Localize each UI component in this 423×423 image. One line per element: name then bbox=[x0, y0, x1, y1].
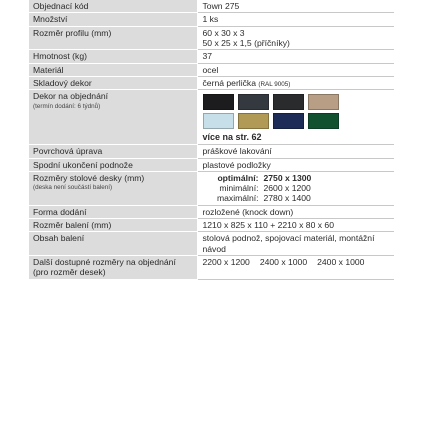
color-swatch-green bbox=[308, 113, 339, 129]
label-spodni-ukonceni: Spodní ukončení podnože bbox=[29, 158, 197, 171]
color-swatch-light-blue bbox=[203, 113, 234, 129]
label-objednaci-kod: Objednací kód bbox=[29, 0, 197, 13]
rozmery-maximal bbox=[203, 193, 391, 203]
more-decors-link: více na str. 62 bbox=[202, 132, 262, 143]
row-objednaci-kod bbox=[29, 0, 394, 13]
row-rozmery-desky bbox=[29, 171, 394, 205]
rozmery-minimal bbox=[203, 183, 391, 193]
rozmery-label-text: Rozměry stolové desky (mm) bbox=[33, 172, 145, 183]
value-rozmer-profilu bbox=[197, 26, 394, 50]
label-hmotnost: Hmotnost (kg) bbox=[29, 50, 197, 63]
row-dekor-na-objednani bbox=[29, 90, 394, 145]
label-dekor-na-objednani bbox=[29, 90, 197, 145]
value-povrchova-uprava: práškové lakování bbox=[197, 145, 394, 158]
optimal-value: 2750 x 1300 bbox=[263, 172, 312, 183]
row-skladovy-dekor bbox=[29, 76, 394, 90]
dalsi-rozmery-list bbox=[203, 257, 391, 267]
profil-line-2: 50 x 25 x 1,5 (příčníky) bbox=[202, 37, 290, 48]
label-povrchova-uprava: Povrchová úprava bbox=[29, 145, 197, 158]
row-rozmer-baleni bbox=[29, 219, 394, 232]
row-mnozstvi bbox=[29, 13, 394, 26]
rozmery-optimal bbox=[203, 173, 391, 183]
value-rozmer-baleni: 1210 x 825 x 110 + 2210 x 80 x 60 bbox=[197, 219, 394, 232]
maximal-value: 2780 x 1400 bbox=[263, 193, 311, 204]
label-rozmer-baleni: Rozměr balení (mm) bbox=[29, 219, 197, 232]
skladovy-dekor-name: černá perlička bbox=[202, 77, 256, 88]
row-spodni-ukonceni bbox=[29, 158, 394, 171]
color-swatch-gold bbox=[238, 113, 269, 129]
value-material: ocel bbox=[197, 63, 394, 76]
value-spodni-ukonceni: plastové podložky bbox=[197, 158, 394, 171]
optimal-label: optimální: bbox=[217, 172, 259, 183]
rozmery-note: (deska není součástí balení) bbox=[33, 184, 113, 192]
value-obsah-baleni: stolová podnož, spojovací materiál, montážní návod bbox=[197, 232, 394, 256]
dalsi-rozmer-3: 2400 x 1000 bbox=[317, 257, 365, 268]
label-mnozstvi: Množství bbox=[29, 13, 197, 26]
label-material: Materiál bbox=[29, 63, 197, 76]
color-swatch-anthracite bbox=[273, 94, 304, 110]
minimal-value: 2600 x 1200 bbox=[263, 183, 311, 194]
color-swatch-black bbox=[203, 94, 234, 110]
skladovy-dekor-ral: (RAL 9005) bbox=[258, 80, 291, 88]
minimal-label: minimální: bbox=[219, 183, 259, 194]
value-hmotnost: 37 bbox=[197, 50, 394, 63]
value-skladovy-dekor bbox=[197, 76, 394, 90]
label-obsah-baleni: Obsah balení bbox=[29, 232, 197, 256]
color-swatch-dark-gray bbox=[238, 94, 269, 110]
color-swatch-navy bbox=[273, 113, 304, 129]
row-forma-dodani bbox=[29, 205, 394, 218]
color-swatch-grid bbox=[203, 94, 391, 129]
row-dalsi-rozmery bbox=[29, 256, 394, 280]
row-povrchova-uprava bbox=[29, 145, 394, 158]
label-rozmer-profilu: Rozměr profilu (mm) bbox=[29, 26, 197, 50]
value-dalsi-rozmery bbox=[197, 256, 394, 280]
value-objednaci-kod: Town 275 bbox=[197, 0, 394, 13]
color-swatch-beige bbox=[308, 94, 339, 110]
dekor-note: (termín dodání: 6 týdnů) bbox=[33, 102, 101, 110]
value-rozmery-desky bbox=[197, 171, 394, 205]
row-obsah-baleni bbox=[29, 232, 394, 256]
value-forma-dodani: rozložené (knock down) bbox=[197, 205, 394, 218]
label-skladovy-dekor: Skladový dekor bbox=[29, 76, 197, 90]
profil-line-1: 60 x 30 x 3 bbox=[202, 27, 245, 38]
row-hmotnost bbox=[29, 50, 394, 63]
label-rozmery-desky bbox=[29, 171, 197, 205]
specification-table bbox=[29, 0, 394, 280]
dalsi-rozmer-2: 2400 x 1000 bbox=[259, 257, 308, 268]
dalsi-rozmer-1: 2200 x 1200 bbox=[202, 257, 250, 268]
row-material bbox=[29, 63, 394, 76]
label-dalsi-rozmery: Další dostupné rozměry na objednání (pro rozměr desek) bbox=[29, 256, 197, 280]
maximal-label: maximální: bbox=[216, 193, 259, 204]
dekor-label-text: Dekor na objednání bbox=[33, 91, 109, 102]
value-dekor-na-objednani bbox=[197, 90, 394, 145]
value-mnozstvi: 1 ks bbox=[197, 13, 394, 26]
label-forma-dodani: Forma dodání bbox=[29, 205, 197, 218]
row-rozmer-profilu bbox=[29, 26, 394, 50]
